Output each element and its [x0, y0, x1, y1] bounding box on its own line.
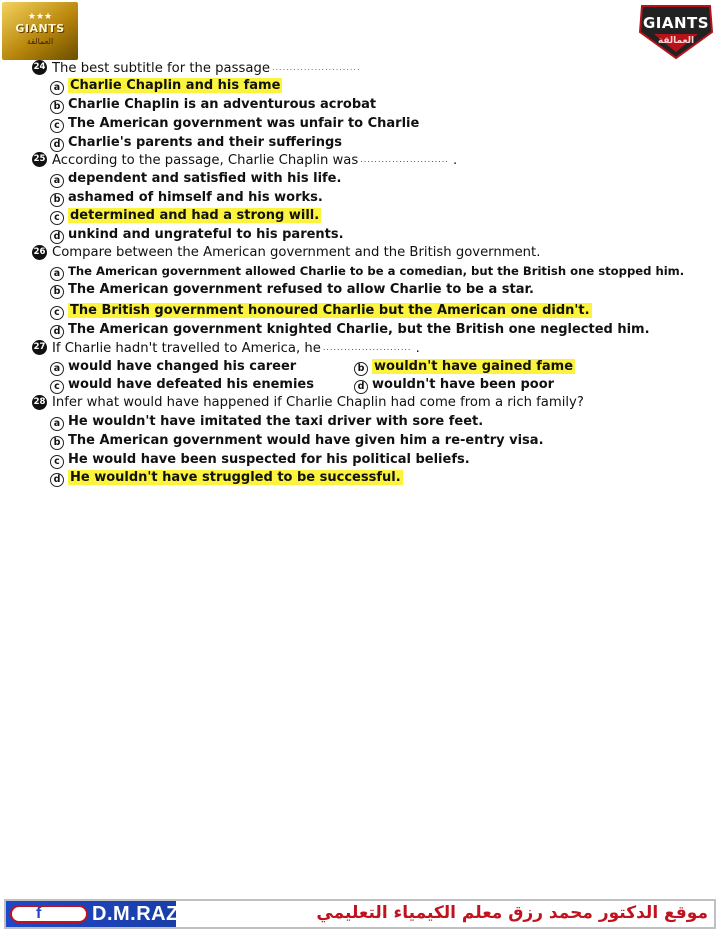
- star-icon: ★★★: [27, 12, 53, 22]
- option-text-highlighted: Charlie Chaplin and his fame: [70, 78, 281, 93]
- option-text: He would have been suspected for his political beliefs.: [68, 452, 470, 467]
- question-24: [34, 60, 361, 77]
- option-letter: d: [50, 473, 64, 487]
- option-letter: c: [50, 119, 64, 133]
- option-text: Charlie's parents and their sufferings: [68, 135, 343, 150]
- option-text: Charlie Chaplin is an adventurous acrobat: [68, 97, 377, 112]
- logo-right-title: GIANTS: [642, 14, 710, 32]
- option-26b[interactable]: [50, 282, 534, 299]
- option-27b[interactable]: [354, 359, 575, 376]
- option-27c[interactable]: [50, 377, 314, 394]
- question-26: [34, 245, 540, 261]
- option-letter: b: [50, 100, 64, 114]
- option-letter: d: [50, 325, 64, 339]
- option-25d[interactable]: [50, 227, 344, 244]
- option-text-highlighted: determined and had a strong will.: [70, 208, 320, 223]
- question-text: The best subtitle for the passage: [52, 61, 270, 76]
- option-text: unkind and ungrateful to his parents.: [68, 227, 344, 242]
- question-number: 24: [32, 60, 47, 75]
- option-letter: b: [50, 436, 64, 450]
- question-end: .: [415, 341, 420, 356]
- option-26c[interactable]: [50, 303, 592, 320]
- option-25b[interactable]: [50, 190, 323, 207]
- option-letter: a: [50, 267, 64, 281]
- option-letter: b: [50, 193, 64, 207]
- option-letter: b: [50, 285, 64, 299]
- option-text-highlighted: The British government honoured Charlie but the American one didn't.: [70, 303, 590, 318]
- option-letter: d: [354, 380, 368, 394]
- option-letter: c: [50, 211, 64, 225]
- option-26a[interactable]: [50, 263, 684, 281]
- option-letter: c: [50, 455, 64, 469]
- option-letter: d: [50, 138, 64, 152]
- question-number: 27: [32, 340, 47, 355]
- option-28d[interactable]: [50, 470, 403, 487]
- blank-dots: .........................: [271, 63, 361, 72]
- option-letter: d: [50, 230, 64, 244]
- brand-name: D.M.RAZK: [92, 903, 194, 925]
- question-27: [34, 340, 420, 357]
- question-text: Infer what would have happened if Charlie Chaplin had come from a rich family?: [52, 395, 584, 410]
- logo-left-title: GIANTS: [15, 22, 65, 35]
- question-number: 28: [32, 395, 47, 410]
- option-letter: a: [50, 417, 64, 431]
- option-24a[interactable]: [50, 78, 282, 95]
- option-text: He wouldn't have imitated the taxi driver with sore feet.: [68, 414, 484, 429]
- option-letter: c: [50, 380, 64, 394]
- question-text: If Charlie hadn't travelled to America, he: [52, 341, 321, 356]
- footer-banner: [4, 899, 716, 929]
- option-28b[interactable]: [50, 433, 544, 450]
- option-letter: c: [50, 306, 64, 320]
- question-number: 26: [32, 245, 47, 260]
- option-letter: a: [50, 362, 64, 376]
- question-end: .: [453, 153, 458, 168]
- question-25: [34, 152, 457, 169]
- facebook-letter: f: [36, 905, 42, 922]
- blank-dots: .........................: [322, 343, 412, 352]
- logo-left-subtitle: العمالقة: [26, 37, 54, 46]
- question-28: [34, 395, 584, 411]
- option-text-highlighted: He wouldn't have struggled to be successful.: [70, 470, 401, 485]
- option-text: would have defeated his enemies: [68, 377, 314, 392]
- option-text: The American government refused to allow Charlie to be a star.: [68, 282, 534, 297]
- question-text: Compare between the American government and the British government.: [52, 245, 541, 260]
- question-text: According to the passage, Charlie Chaplin was: [52, 153, 359, 168]
- facebook-icon[interactable]: [10, 905, 88, 923]
- option-24b[interactable]: [50, 97, 376, 114]
- option-text-highlighted: wouldn't have gained fame: [374, 359, 574, 374]
- option-26d[interactable]: [50, 322, 650, 339]
- arabic-site-title: موقع الدكتور محمد رزق معلم الكيمياء التعليمي: [316, 903, 708, 923]
- option-25a[interactable]: [50, 171, 341, 188]
- giants-logo-left: [2, 2, 78, 60]
- option-text: ashamed of himself and his works.: [68, 190, 323, 205]
- option-letter: a: [50, 174, 64, 188]
- question-number: 25: [32, 152, 47, 167]
- giants-logo-right: [636, 2, 716, 60]
- option-28c[interactable]: [50, 452, 470, 469]
- option-text: would have changed his career: [68, 359, 297, 374]
- option-text: The American government knighted Charlie, but the British one neglected him.: [68, 322, 650, 337]
- option-text: dependent and satisfied with his life.: [68, 171, 342, 186]
- option-text: The American government allowed Charlie to be a comedian, but the British one stopped him.: [68, 264, 685, 278]
- option-text: The American government was unfair to Charlie: [68, 116, 420, 131]
- logo-right-subtitle: العمالقة: [657, 36, 695, 46]
- option-25c[interactable]: [50, 208, 321, 225]
- option-text: The American government would have given him a re-entry visa.: [68, 433, 544, 448]
- blank-dots: .........................: [360, 155, 449, 164]
- option-letter: b: [354, 362, 368, 376]
- option-27d[interactable]: [354, 377, 554, 394]
- option-28a[interactable]: [50, 414, 483, 431]
- option-text: wouldn't have been poor: [372, 377, 555, 392]
- option-24d[interactable]: [50, 135, 342, 152]
- option-27a[interactable]: [50, 359, 296, 376]
- option-24c[interactable]: [50, 116, 419, 133]
- option-letter: a: [50, 81, 64, 95]
